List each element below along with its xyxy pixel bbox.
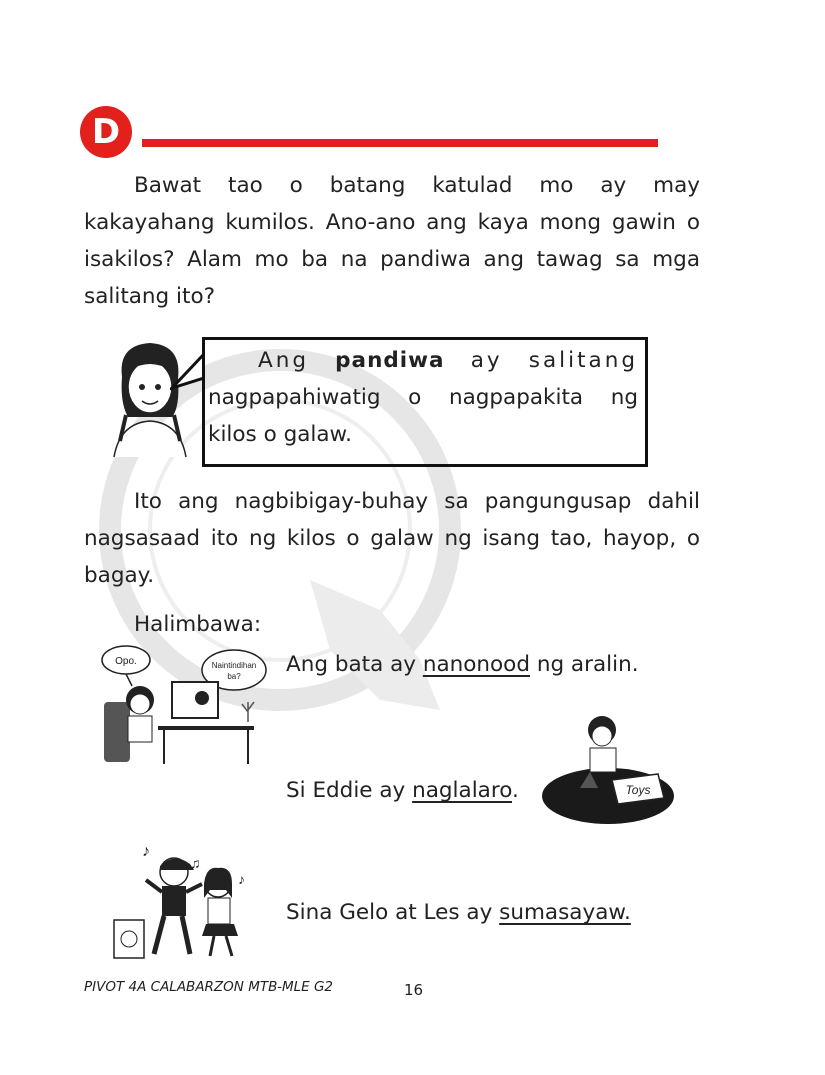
example-2-post: . xyxy=(512,778,519,803)
definition-term: pandiwa xyxy=(335,348,445,373)
toys-box-label: Toys xyxy=(625,783,651,797)
example-1-pre: Ang bata ay xyxy=(286,652,423,677)
footer-source: PIVOT 4A CALABARZON MTB-MLE G2 xyxy=(84,979,334,995)
definition-line-2: nagpapahiwatig o nagpapakita ng xyxy=(208,385,638,410)
intro-paragraph xyxy=(84,167,700,315)
definition-post: ay salitang xyxy=(444,348,638,373)
intro-line-1: Bawat tao o batang katulad mo ay may xyxy=(134,173,700,198)
definition-line-3: kilos o galaw. xyxy=(208,422,352,447)
explanation-line-3: bagay. xyxy=(84,563,155,588)
svg-text:♫: ♫ xyxy=(190,855,201,871)
svg-text:♪: ♪ xyxy=(238,871,245,887)
example-1 xyxy=(286,652,639,677)
example-2 xyxy=(286,778,519,803)
explanation-paragraph xyxy=(84,483,700,594)
boy-computer-illustration xyxy=(98,642,268,766)
intro-line-3: isakilos? Alam mo ba na pandiwa ang tawag sa mga xyxy=(84,247,700,272)
explanation-line-1: Ito ang nagbibigay-buhay sa pangungusap dahil xyxy=(134,489,700,514)
example-1-post: ng aralin. xyxy=(529,652,639,677)
boy-playing-toys-illustration xyxy=(540,712,680,828)
example-3-verb: sumasayaw. xyxy=(499,900,631,925)
example-3 xyxy=(286,900,631,925)
definition-pre: Ang xyxy=(258,348,336,373)
explanation-line-2: nagsasaad ito ng kilos o galaw ng isang tao, hayop, o xyxy=(84,526,700,551)
dancing-kids-illustration xyxy=(110,836,260,964)
bubble-opo-text: Opo. xyxy=(115,656,137,667)
example-2-pre: Si Eddie ay xyxy=(286,778,413,803)
example-3-pre: Sina Gelo at Les ay xyxy=(286,900,500,925)
bubble-naintindihan-text: Naintindihan xyxy=(211,661,257,670)
intro-line-4: salitang ito? xyxy=(84,284,216,309)
svg-text:♪: ♪ xyxy=(142,843,150,860)
examples-heading: Halimbawa: xyxy=(134,612,262,637)
header-bar xyxy=(142,139,658,147)
page-number: 16 xyxy=(404,981,424,999)
definition-text xyxy=(208,342,638,453)
example-2-verb: naglalaro xyxy=(412,778,512,803)
intro-line-2: kakayahang kumilos. Ano-ano ang kaya mong gawin o xyxy=(84,210,700,235)
bubble-ba-text: ba? xyxy=(227,672,241,681)
example-1-verb: nanonood xyxy=(422,652,530,677)
section-letter-badge: D xyxy=(80,106,132,158)
